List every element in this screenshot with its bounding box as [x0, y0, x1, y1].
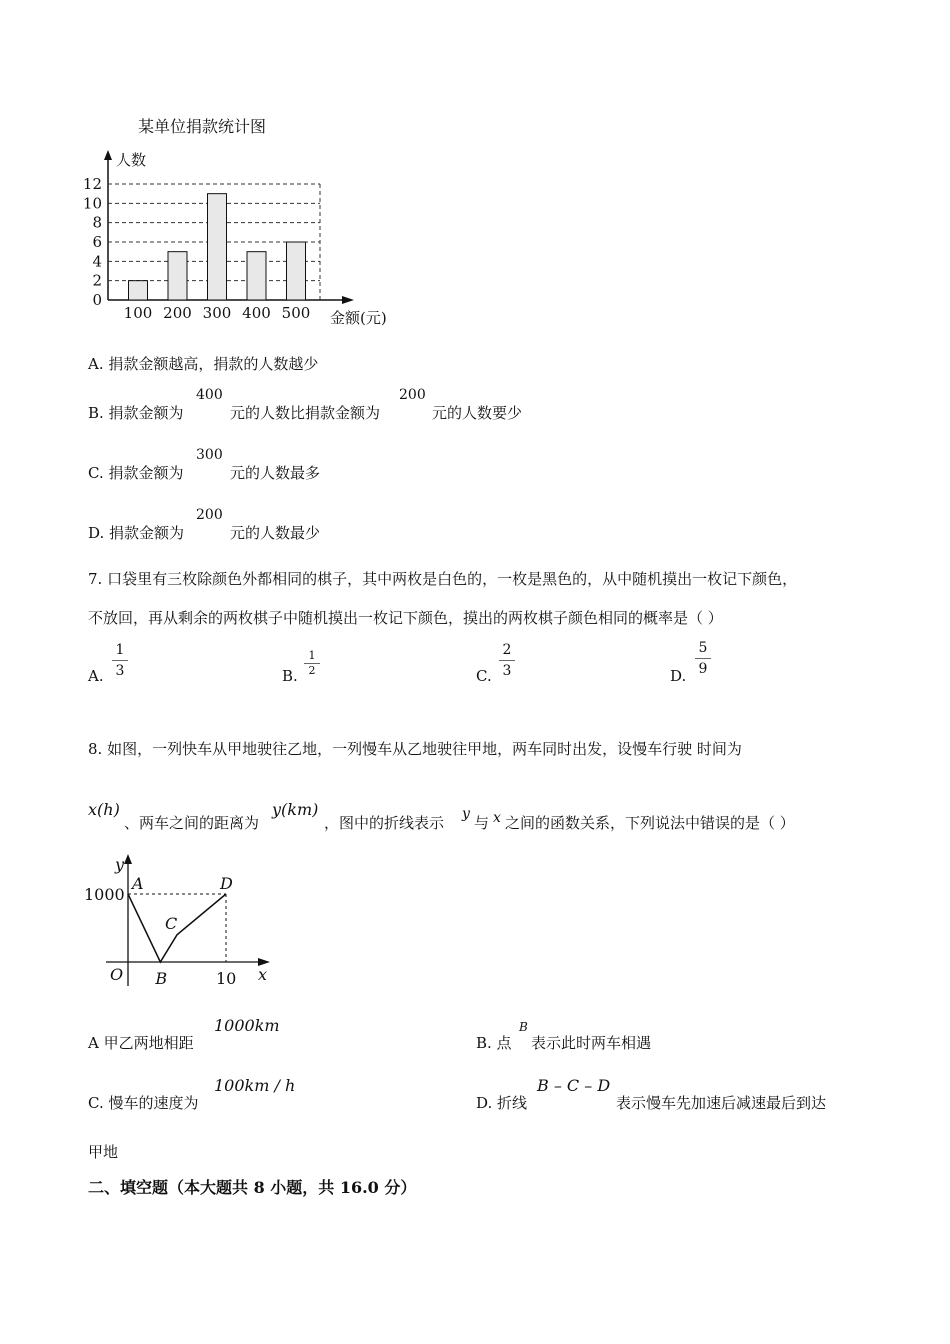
- x-axis-label: 金额(元): [330, 309, 387, 327]
- y-tick-label: 2: [92, 271, 102, 290]
- q7-b-fraction: [304, 650, 320, 677]
- donation-bar-chart: [80, 148, 410, 333]
- y-tick-label: 6: [92, 233, 102, 251]
- q6-b-post: 元的人数要少: [432, 404, 523, 422]
- y-tick-label: 4: [92, 252, 102, 271]
- q7-a-label: A.: [88, 667, 104, 685]
- x-axis-label: x: [258, 965, 268, 984]
- y-tick-label: 10: [82, 194, 102, 213]
- x-axis-arrow: [342, 296, 354, 304]
- distance-time-graph: [80, 852, 280, 992]
- q8-d-math: B – C – D: [537, 1076, 611, 1095]
- q7-c-den: 3: [502, 663, 512, 679]
- q6-b-num2: 200: [399, 387, 426, 403]
- q7-line2: 不放回，再从剩余的两枚棋子中随机摸出一枚记下颜色，摸出的两枚棋子颜色相同的概率是（ ）: [88, 609, 723, 627]
- q6-c-post: 元的人数最多: [230, 464, 321, 482]
- q6-c-pre: C. 捐款金额为: [88, 464, 184, 482]
- chart-title: 某单位捐款统计图: [138, 117, 267, 136]
- q6-b-num1: 400: [196, 387, 223, 403]
- point-label-c: C: [165, 913, 178, 933]
- q7-d-fraction: [695, 639, 711, 678]
- section-heading: 二、填空题（本大题共 8 小题，共 16.0 分）: [88, 1178, 417, 1197]
- q6-d-pre: D. 捐款金额为: [88, 524, 185, 542]
- q8-c-pre: C. 慢车的速度为: [88, 1094, 199, 1112]
- q8-t3: 与: [474, 814, 490, 832]
- x-tick-label: 500: [281, 304, 311, 322]
- q7-d-num: 5: [698, 640, 708, 656]
- origin-label: O: [110, 965, 124, 984]
- q8-a-pre: A 甲乙两地相距: [88, 1034, 194, 1052]
- q8-y: y: [462, 806, 470, 822]
- x-tick-label: 300: [202, 304, 232, 322]
- y-tick-label: 1000: [84, 885, 125, 904]
- y-tick-label: 12: [82, 175, 102, 193]
- y-axis-label: 人数: [116, 151, 147, 169]
- fraction-bar: [695, 658, 711, 659]
- bar: [168, 252, 187, 300]
- y-axis-arrow: [124, 854, 132, 864]
- q8-ykm: y(km): [272, 800, 319, 819]
- y-axis-arrow: [104, 150, 112, 160]
- q7-d-den: 9: [698, 661, 708, 677]
- q6-c-num: 300: [196, 447, 223, 463]
- q6-b-pre: B. 捐款金额为: [88, 404, 184, 422]
- x-tick-label: 400: [242, 304, 271, 322]
- q7-c-label: C.: [476, 667, 492, 685]
- q8-d-post: 表示慢车先加速后减速最后到达: [616, 1094, 827, 1112]
- q7-b-den: 2: [308, 664, 316, 677]
- point-label-d: D: [220, 874, 233, 893]
- fraction-bar: [499, 660, 515, 661]
- q8-d-continued: 甲地: [88, 1143, 119, 1161]
- q7-line1: 7. 口袋里有三枚除颜色外都相同的棋子，其中两枚是白色的，一枚是黑色的，从中随机摸出一枚记下颜色，: [88, 570, 798, 588]
- y-tick-label: 0: [92, 291, 102, 309]
- q8-xh: x(h): [88, 800, 120, 819]
- q6-b-mid: 元的人数比捐款金额为: [230, 404, 381, 422]
- q8-line1: 8. 如图，一列快车从甲地驶往乙地，一列慢车从乙地驶往甲地，两车同时出发，设慢车行驶 时间为: [88, 740, 742, 758]
- q8-b-pre: B. 点: [476, 1034, 512, 1052]
- q7-b-num: 1: [308, 649, 316, 662]
- x-tick-label: 200: [163, 304, 192, 322]
- q7-d-label: D.: [670, 667, 687, 685]
- bar: [287, 242, 306, 300]
- q8-t4: 之间的函数关系，下列说法中错误的是（ ）: [505, 814, 795, 832]
- fraction-bar: [112, 660, 128, 661]
- q7-c-fraction: [499, 641, 515, 680]
- q8-t2: ，图中的折线表示: [324, 814, 445, 832]
- q8-c-math: 100km / h: [214, 1076, 296, 1095]
- bar: [129, 281, 148, 300]
- bar: [247, 252, 266, 300]
- q8-d-pre: D. 折线: [476, 1094, 528, 1112]
- q6-d-num: 200: [196, 507, 223, 523]
- q8-a-math: 1000km: [214, 1016, 280, 1035]
- q8-b-math: B: [519, 1020, 528, 1034]
- y-tick-label: 8: [92, 213, 102, 232]
- x-tick-label: 100: [123, 304, 153, 322]
- bar: [208, 194, 227, 300]
- q8-b-post: 表示此时两车相遇: [531, 1034, 652, 1052]
- point-label-a: A: [132, 874, 144, 893]
- q8-t1: 、两车之间的距离为: [124, 814, 260, 832]
- q7-c-num: 2: [502, 642, 512, 658]
- q8-x: x: [493, 810, 501, 826]
- q7-a-den: 3: [115, 663, 125, 679]
- q7-a-fraction: [112, 641, 128, 680]
- x-tick-label: 10: [216, 969, 237, 988]
- q7-b-label: B.: [282, 667, 298, 685]
- y-axis-label: y: [115, 855, 125, 874]
- point-label-b: B: [155, 969, 168, 988]
- q6-d-post: 元的人数最少: [230, 524, 321, 542]
- q7-a-num: 1: [115, 642, 125, 658]
- q6-option-a: A. 捐款金额越高，捐款的人数越少: [88, 355, 319, 373]
